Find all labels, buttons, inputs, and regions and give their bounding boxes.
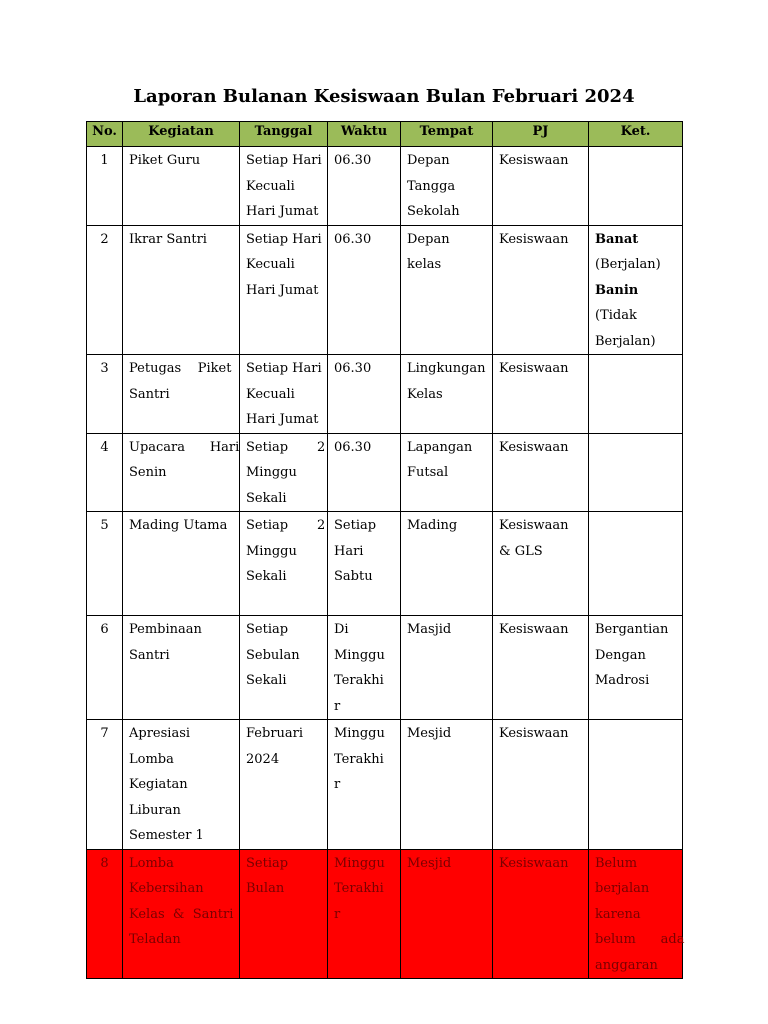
table-row [87, 355, 683, 434]
cell-pj [493, 849, 589, 979]
cell-pj [493, 616, 589, 720]
cell-text: berjalan [595, 881, 650, 896]
cell-text: Futsal [407, 465, 449, 480]
cell-ket [589, 355, 683, 434]
cell-text: Sekali [246, 569, 287, 584]
cell-text: Kesiswaan [499, 231, 569, 247]
cell-text: Hari Jumat [246, 204, 319, 219]
cell-pj [493, 720, 589, 850]
cell-text: Bergantian [595, 622, 669, 637]
cell-text: Kesiswaan [499, 439, 569, 455]
cell-text: Dengan [595, 647, 646, 663]
cell-tempat [401, 849, 493, 979]
cell-text: Madrosi [595, 673, 650, 688]
header-pj: PJ [493, 122, 589, 147]
cell-text: Kesiswaan [499, 622, 569, 637]
cell-no: 8 [87, 849, 123, 979]
cell-text: r [334, 906, 341, 922]
cell-text: Sabtu [334, 569, 373, 584]
cell-text: Februari [246, 726, 304, 741]
cell-text: Sekolah [407, 204, 460, 219]
cell-tanggal [240, 512, 328, 616]
cell-no: 5 [87, 512, 123, 616]
cell-ket [589, 849, 683, 979]
cell-text: Setiap Hari [246, 231, 322, 247]
cell-waktu [328, 616, 401, 720]
cell-text: Tangga [407, 178, 456, 194]
cell-ket [589, 512, 683, 616]
cell-text: r [334, 777, 341, 792]
table-row [87, 849, 683, 979]
cell-tanggal [240, 147, 328, 226]
table-row [87, 512, 683, 616]
table-row [87, 433, 683, 512]
cell-text: belum ada [595, 932, 685, 947]
cell-text: kelas [407, 257, 442, 272]
cell-kegiatan [123, 512, 240, 616]
cell-text: 06.30 [334, 153, 372, 168]
cell-text: Kecuali [246, 257, 295, 272]
cell-no: 1 [87, 147, 123, 226]
cell-text: Belum [595, 855, 638, 871]
cell-text: Petugas Piket [129, 361, 232, 376]
cell-tempat [401, 225, 493, 355]
cell-text: Semester 1 [129, 828, 204, 843]
cell-text: Minggu [246, 465, 297, 480]
cell-ket [589, 225, 683, 355]
cell-ket [589, 720, 683, 850]
cell-text: Kesiswaan [499, 153, 569, 168]
header-tanggal: Tanggal [240, 122, 328, 147]
cell-text: Minggu [334, 855, 385, 871]
header-ket: Ket. [589, 122, 683, 147]
cell-text: anggaran [595, 957, 658, 973]
report-table [86, 121, 683, 979]
cell-text: Kelas [407, 386, 443, 402]
table-row [87, 225, 683, 355]
header-waktu: Waktu [328, 122, 401, 147]
cell-text: Sekali [246, 673, 287, 688]
table-row [87, 616, 683, 720]
table-row [87, 147, 683, 226]
cell-pj [493, 433, 589, 512]
cell-text: Setiap Hari [246, 153, 322, 168]
cell-text: Terakhi [334, 881, 384, 896]
cell-text: Banin [595, 282, 639, 298]
cell-text: Lomba [129, 855, 174, 871]
cell-text: Ikrar Santri [129, 231, 207, 247]
cell-pj [493, 355, 589, 434]
cell-text: Setiap Hari [246, 361, 322, 376]
cell-text: Piket Guru [129, 153, 201, 168]
cell-waktu [328, 720, 401, 850]
cell-kegiatan [123, 616, 240, 720]
cell-text: Minggu [334, 726, 385, 741]
header-tempat: Tempat [401, 122, 493, 147]
cell-text: 06.30 [334, 361, 372, 376]
cell-text: Kesiswaan [499, 855, 569, 871]
cell-no: 2 [87, 225, 123, 355]
cell-text: karena [595, 906, 641, 922]
cell-kegiatan [123, 225, 240, 355]
cell-kegiatan [123, 147, 240, 226]
cell-tanggal [240, 355, 328, 434]
cell-no: 3 [87, 355, 123, 434]
cell-text: Minggu [334, 647, 385, 663]
cell-no: 6 [87, 616, 123, 720]
cell-text: Apresiasi [129, 726, 191, 741]
cell-tanggal [240, 616, 328, 720]
cell-text: Kegiatan [129, 777, 188, 792]
cell-text: Mading Utama [129, 518, 228, 533]
cell-waktu [328, 147, 401, 226]
cell-text: 06.30 [334, 439, 372, 455]
cell-text: Teladan [129, 932, 181, 947]
cell-pj [493, 225, 589, 355]
cell-text: Santri [129, 386, 170, 402]
cell-waktu [328, 433, 401, 512]
cell-tempat [401, 512, 493, 616]
cell-ket [589, 147, 683, 226]
cell-tempat [401, 147, 493, 226]
cell-text: 2024 [246, 751, 280, 767]
cell-text: Hari Jumat [246, 282, 319, 298]
cell-text: (Tidak [595, 308, 637, 323]
cell-tempat [401, 355, 493, 434]
cell-text: Depan [407, 153, 450, 168]
cell-text: Bulan [246, 881, 285, 896]
cell-no: 7 [87, 720, 123, 850]
cell-text: Setiap [246, 855, 289, 871]
cell-text: Kecuali [246, 386, 295, 402]
table-header-row [87, 122, 683, 147]
cell-text: Pembinaan [129, 622, 202, 637]
cell-tanggal [240, 433, 328, 512]
cell-text: Santri [129, 647, 170, 663]
cell-text: Setiap 2 [246, 518, 326, 533]
cell-text: Sebulan [246, 647, 300, 663]
table-body [87, 147, 683, 979]
cell-text: Kesiswaan [499, 518, 569, 533]
cell-text: Setiap [334, 518, 377, 533]
cell-waktu [328, 849, 401, 979]
cell-text: Kelas & Santri [129, 906, 234, 922]
cell-text: Terakhi [334, 751, 384, 767]
cell-text: Kesiswaan [499, 726, 569, 741]
cell-waktu [328, 355, 401, 434]
cell-tempat [401, 433, 493, 512]
cell-text: & GLS [499, 543, 543, 559]
cell-text: Mesjid [407, 726, 452, 741]
cell-text: (Berjalan) [595, 257, 661, 272]
cell-kegiatan [123, 720, 240, 850]
table-row [87, 720, 683, 850]
cell-text: Depan [407, 231, 450, 247]
cell-text: Mading [407, 518, 458, 533]
cell-text: Senin [129, 465, 167, 480]
cell-waktu [328, 225, 401, 355]
header-kegiatan: Kegiatan [123, 122, 240, 147]
cell-text: Mesjid [407, 855, 452, 871]
cell-text: Kesiswaan [499, 361, 569, 376]
cell-text: Terakhi [334, 673, 384, 688]
cell-pj [493, 512, 589, 616]
cell-pj [493, 147, 589, 226]
cell-tanggal [240, 720, 328, 850]
cell-waktu [328, 512, 401, 616]
cell-ket [589, 616, 683, 720]
cell-tempat [401, 616, 493, 720]
cell-text: Banat [595, 231, 639, 247]
cell-kegiatan [123, 355, 240, 434]
cell-text: Masjid [407, 622, 452, 637]
page-title: Laporan Bulanan Kesiswaan Bulan Februari 2024 [133, 86, 635, 107]
cell-text: Kecuali [246, 178, 295, 194]
cell-text: Lapangan [407, 439, 473, 455]
cell-text: Berjalan) [595, 333, 656, 349]
cell-text: Setiap [246, 622, 289, 637]
cell-text: Liburan [129, 802, 181, 818]
cell-text: Minggu [246, 543, 297, 559]
cell-text: Lingkungan [407, 361, 486, 376]
cell-tanggal [240, 225, 328, 355]
cell-text: Setiap 2 [246, 439, 326, 455]
cell-text: r [334, 698, 341, 714]
header-no: No. [87, 122, 123, 147]
cell-text: Hari [334, 543, 364, 559]
cell-text: Sekali [246, 490, 287, 506]
cell-tempat [401, 720, 493, 850]
cell-text: Upacara Hari [129, 439, 240, 455]
cell-ket [589, 433, 683, 512]
cell-kegiatan [123, 849, 240, 979]
cell-text: Di [334, 622, 349, 637]
cell-text: Hari Jumat [246, 412, 319, 427]
cell-text: Lomba [129, 751, 174, 767]
cell-text: 06.30 [334, 231, 372, 247]
cell-tanggal [240, 849, 328, 979]
cell-kegiatan [123, 433, 240, 512]
cell-no: 4 [87, 433, 123, 512]
cell-text: Kebersihan [129, 881, 204, 896]
